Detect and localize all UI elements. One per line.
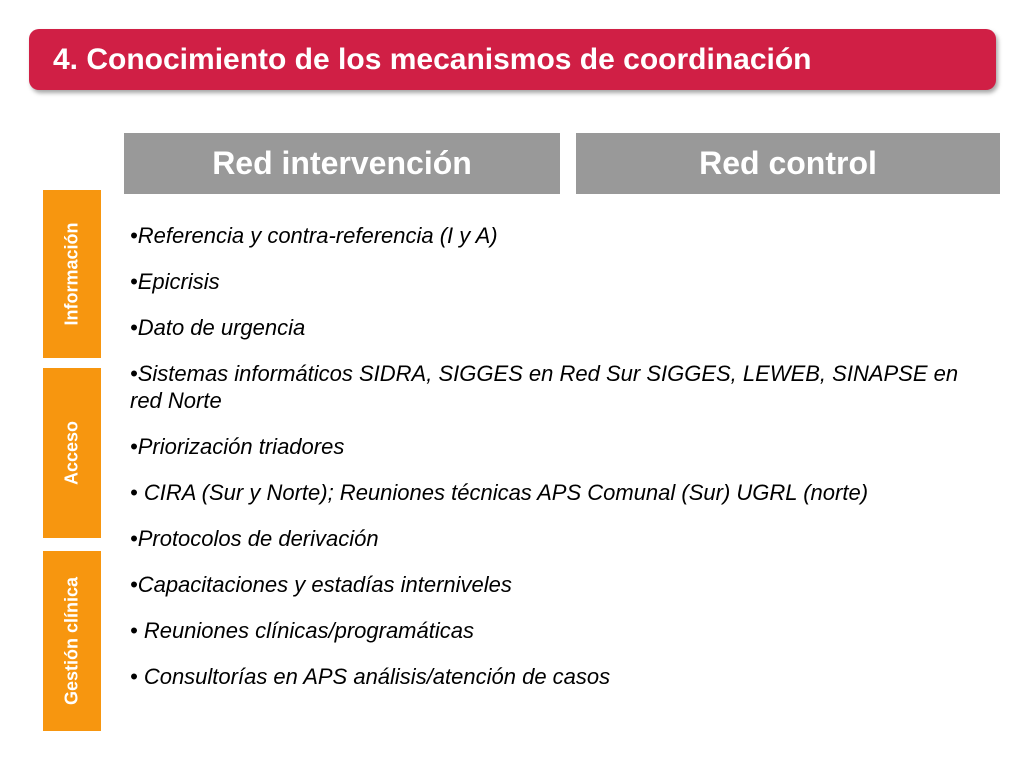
side-tab-gestion-clinica-label: Gestión clínica <box>61 576 82 706</box>
side-tab-informacion-label: Información <box>61 222 82 326</box>
list-item: •Sistemas informáticos SIDRA, SIGGES en Red Sur SIGGES, LEWEB, SINAPSE en red Norte <box>130 361 959 413</box>
title-banner <box>29 29 996 90</box>
list-item: •Referencia y contra-referencia (I y A) <box>130 223 498 248</box>
side-tab-acceso <box>43 368 101 538</box>
side-tab-gestion-clinica <box>43 551 101 731</box>
list-item: •Priorización triadores <box>130 434 345 459</box>
list-item: •Capacitaciones y estadías interniveles <box>130 572 512 597</box>
column-header-red-control: Red control <box>576 133 1000 194</box>
list-item: •Protocolos de derivación <box>130 526 379 551</box>
list-item: •Dato de urgencia <box>130 315 306 340</box>
list-item: • Consultorías en APS análisis/atención de casos <box>130 664 611 689</box>
side-tab-acceso-label: Acceso <box>61 420 82 486</box>
column-header-red-intervencion: Red intervención <box>124 133 560 194</box>
list-item: • Reuniones clínicas/programáticas <box>130 618 474 643</box>
page-title: 4. Conocimiento de los mecanismos de coordinación <box>53 43 812 76</box>
list-item: • CIRA (Sur y Norte); Reuniones técnicas APS Comunal (Sur) UGRL (norte) <box>130 480 869 505</box>
list-item: •Epicrisis <box>130 269 220 294</box>
mechanisms-list <box>130 222 960 709</box>
side-tab-informacion <box>43 190 101 358</box>
